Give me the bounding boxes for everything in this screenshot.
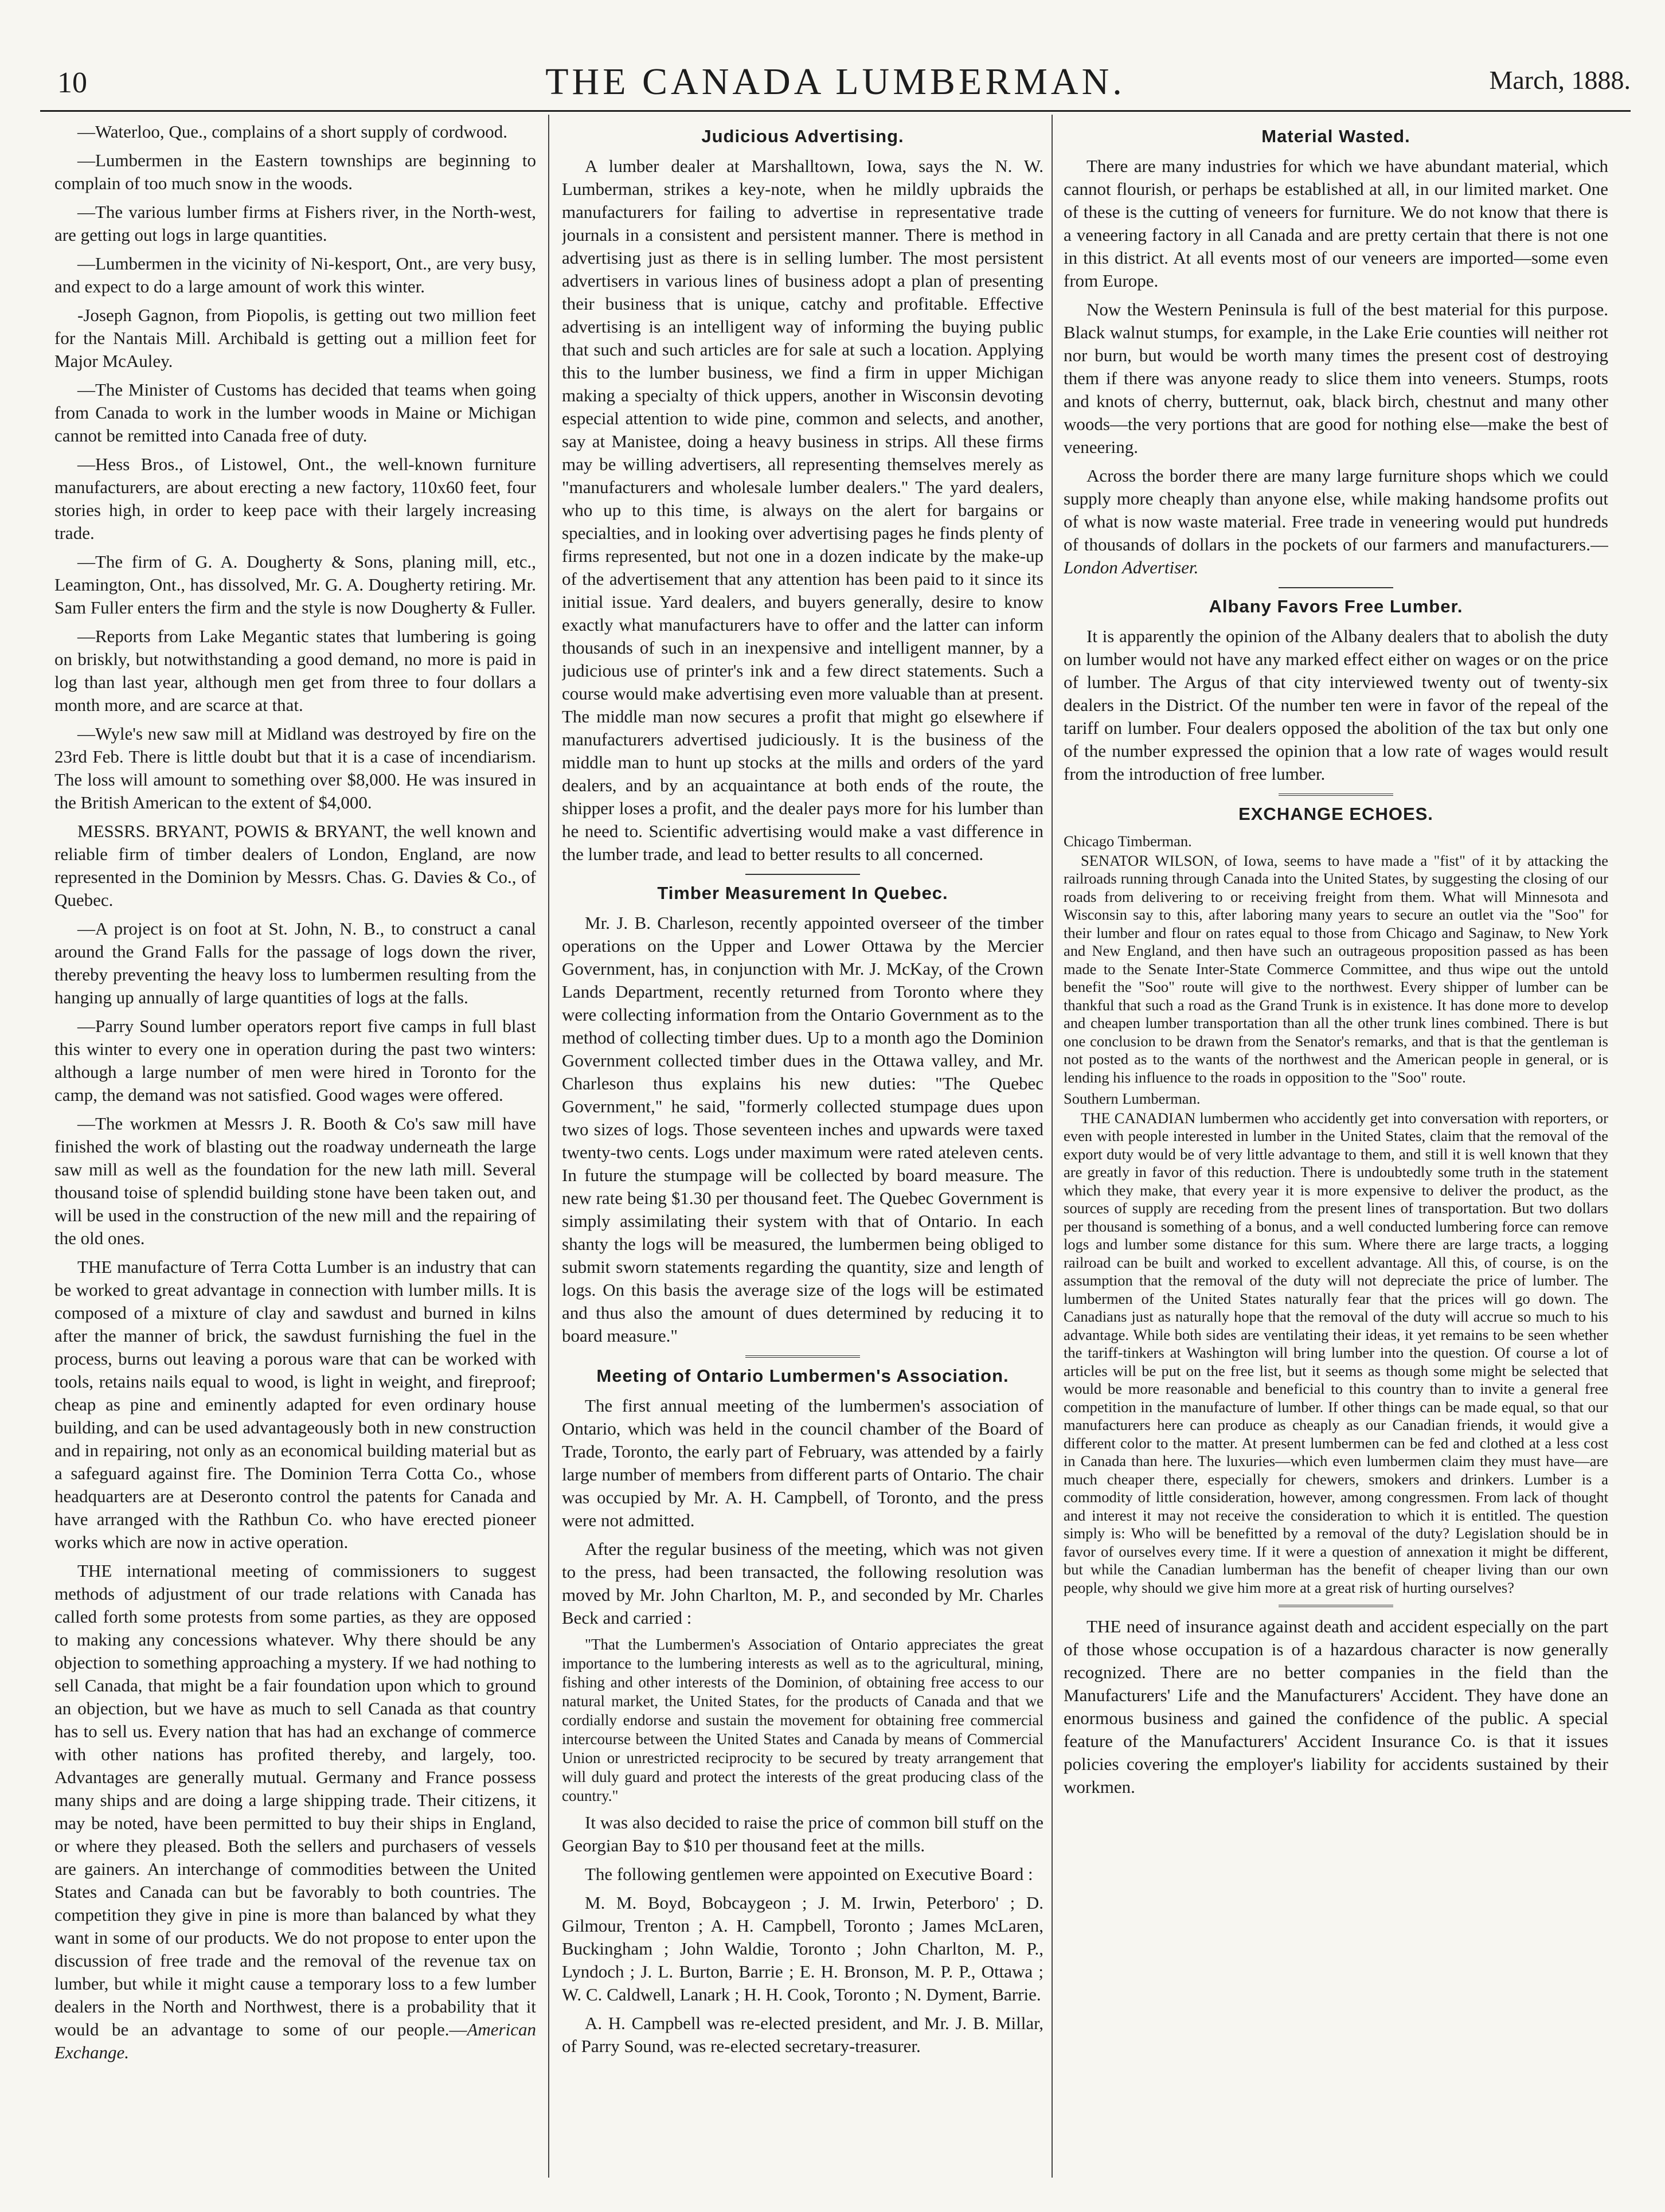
newspaper-title: THE CANADA LUMBERMAN.	[545, 61, 1125, 103]
article-paragraph: Now the Western Peninsula is full of the best material for this purpose. Black walnut stumps, for example, in the Lake Erie counties will neither rot nor burn, but would be worth many times the present cost of destroying them if there was anyone ready to slice them into veneers. Stumps, roots and knots of cherry, butternut, oak, black birch, chestnut and many other woods—the very portions that are good for nothing else—make the best of veneering.	[1064, 299, 1608, 457]
column-divider	[1052, 115, 1053, 2178]
news-item: —The Minister of Customs has decided that teams when going from Canada to work in the lumber woods in Maine or Michigan cannot be remitted into Canada free of duty.	[54, 380, 536, 445]
news-item: MESSRS. BRYANT, POWIS & BRYANT, the well known and reliable firm of timber dealers of London, England, are now represented in the Dominion by Messrs. Chas. G. Davies & Co., of Quebec.	[54, 821, 536, 910]
issue-date: March, 1888.	[1489, 65, 1631, 95]
article-paragraph: It is apparently the opinion of the Albany dealers that to abolish the duty on lumber would not have any marked effect either on wages or on the price of lumber. The Argus of that city interviewed twenty out of twenty-six dealers in the District. Of the number ten were in favor of the repeal of the tariff on lumber. Four dealers opposed the abolition of the tax but only one of the number expressed the opinion that a low rate of wages would result from the introduction of free lumber.	[1064, 626, 1608, 784]
masthead	[40, 54, 1631, 109]
article-paragraph: A lumber dealer at Marshalltown, Iowa, says the N. W. Lumberman, strikes a key-note, when he mildly upbraids the manufacturers for failing to advertise in representative trade journals in a consistent and persistent manner. There is method in advertising just as there is in selling lumber. The most persistent advertisers in various lines of business adopt a plan of presenting their business that is unique, catchy and profitable. Effective advertising is an intelligent way of informing the buying public that such and such articles are for sale at such a location. Applying this to the lumber business, we find a firm in upper Michigan making a specialty of thick uppers, another in Wisconsin devoting especial attention to wide pine, common and selects, and another, say at Manistee, doing a heavy business in strips. All these firms may be willing advertisers, all representing themselves merely as "manufacturers and wholesale lumber dealers." The yard dealers, who up to this time, is always on the alert for bargains or specialties, and in looking over advertising pages he finds plenty of firms represented, but not one in a dozen indicate by the make-up of the advertisement that any attention has been paid to it since its initial issue. Yard dealers, and buyers generally, desire to know exactly what manufacturers have to offer and the latter can inform thousands of such in an inexpensive and intelligent manner, by a judicious use of printer's ink and a few direct statements. Such a course would make advertising even more valuable than at present. The middle man now secures a profit that might go elsewhere if manufacturers advertised judiciously. It is the business of the middle man to hunt up stocks at the mills and orders of the yard dealers, and by an acquaintance at both ends of the route, the shipper loses a profit, and the dealer pays more for his lumber than he need to. Scientific advertising would make a vast difference in the lumber trade, and lead to better results to all concerned.	[562, 156, 1043, 864]
section-separator	[1279, 587, 1393, 588]
source-signature: American Exchange.	[54, 2019, 536, 2062]
news-item: —The various lumber firms at Fishers river, in the North-west, are getting out logs in large quantities.	[54, 202, 536, 245]
source-signature: London Advertiser.	[1064, 557, 1199, 577]
article-paragraph: The following gentlemen were appointed on Executive Board :	[585, 1864, 1033, 1884]
column-1	[54, 120, 536, 2070]
source-name: Chicago Timberman.	[1064, 833, 1192, 850]
article-paragraph: It was also decided to raise the price of common bill stuff on the Georgian Bay to $10 per thousand feet at the mills.	[562, 1812, 1043, 1855]
news-item: —A project is on foot at St. John, N. B., to construct a canal around the Grand Falls for the passage of logs down the river, thereby preventing the heavy loss to lumbermen resulting from the hanging up annually of large quantities of logs at the falls.	[54, 919, 536, 1007]
article-text: Across the border there are many large furniture shops which we could supply more cheaply than anyone else, while making handsome profits out of what is now waste material. Free trade in veneering would put hundreds of thousands of dollars in the pockets of our farmers and manufacturers.—	[1064, 466, 1608, 554]
resolution-quote: "That the Lumbermen's Association of Ontario appreciates the great importance to the lumbering interests as well as to the agricultural, mining, fishing and other interests of the Dominion, of obtaining free access to our natural market, the United States, for the products of Canada and that we cordially endorse and sustain the movement for obtaining free commercial intercourse between the United States and Canada by means of Commercial Union or unrestricted reciprocity to be secured by treaty arrangement that will duly guard and protect the interests of the great producing class of the country."	[562, 1636, 1043, 1804]
news-item: —Waterloo, Que., complains of a short supply of cordwood.	[77, 122, 507, 142]
article-heading: Material Wasted.	[1261, 126, 1410, 146]
column-3	[1064, 120, 1608, 1804]
article-paragraph: Mr. J. B. Charleson, recently appointed overseer of the timber operations on the Upper and Lower Ottawa by the Mercier Government, has, in conjunction with Mr. J. McKay, of the Crown Lands Department, recently returned from Toronto where they were collecting information from the Ontario Government as to the method of collecting timber dues. Up to a month ago the Dominion Government collected timber dues in the Ottawa valley, and Mr. Charleson thus explains his new duties: "The Quebec Government," he said, "formerly collected stumpage dues upon two sizes of logs. Those seventeen inches and upwards were taxed twenty-two cents. Logs under maximum were rated ateleven cents. In future the stumpage will be collected by board measure. The new rate being $1.30 per thousand feet. The Quebec Government is simply assimilating their system with that of Ontario. In each shanty the logs will be measured, the lumbermen being obliged to submit sworn statements regarding the quantity, size and length of logs. On this basis the average size of the logs will be estimated and thus also the amount of dues determined by reducing it to board measure."	[562, 913, 1043, 1346]
news-item: THE manufacture of Terra Cotta Lumber is an industry that can be worked to great advantage in connection with lumber mills. It is composed of a mixture of clay and sawdust and burned in kilns after the manner of brick, the sawdust furnishing the fuel in the process, burns out leaving a porous ware that can be worked with tools, retains nails equal to wood, is light in weight, and fireproof; cheap as pine and eminently adapted for even ordinary house building, and can be used advantageously both in new construction and in repairing, not only as an economical building material but as a safeguard against fire. The Dominion Terra Cotta Co., whose headquarters are at Deseronto control the patents for Canada and have arranged with the Rathbun Co. who have erected pioneer works which are now in active operation.	[54, 1257, 536, 1552]
news-item: —Lumbermen in the Eastern townships are beginning to complain of too much snow in the woods.	[54, 150, 536, 193]
article-heading: Meeting of Ontario Lumbermen's Association.	[596, 1366, 1009, 1386]
news-item: —Lumbermen in the vicinity of Ni-kesport, Ont., are very busy, and expect to do a large amount of work this winter.	[54, 253, 536, 296]
section-separator	[745, 1355, 860, 1358]
news-item	[54, 1560, 536, 2064]
news-item: —Parry Sound lumber operators report five camps in full blast this winter to every one in operation during the past two winters: although a large number of men were hired in Toronto for the camp, the demand was not satisfied. Good wages were offered.	[54, 1016, 536, 1105]
section-heading: EXCHANGE ECHOES.	[1238, 804, 1433, 824]
article-paragraph: SENATOR WILSON, of Iowa, seems to have made a "fist" of it by attacking the railroads running through Canada into the United States, by suggesting the closing of our roads from delivering to or receiving freight from them. What will Minnesota and Wisconsin say to this, after laboring many years to secure an outlet via the "Soo" for their lumber and flour on rates equal to those from Chicago and Saginaw, to New York and New England, and then have such an outrageous proposition passed as has been made to the Senate Inter-State Commerce Committee, and thus wipe out the untold benefit the "Soo" route will give to the northwest. Every shipper of lumber can be thankful that such a road as the Grand Trunk is in existence. It has done more to develop and cheapen lumber transportation than all the other trunk lines combined. There is but one conclusion to be drawn from the Senator's remarks, and that is that the gentleman is not posted as to the wants of the northwest and the American people in general, or is lending his influence to the roads in opposition to the "Soo" route.	[1064, 851, 1608, 1086]
section-separator	[1279, 1605, 1393, 1607]
news-item: —Wyle's new saw mill at Midland was destroyed by fire on the 23rd Feb. There is little doubt but that it is a case of incendiarism. The loss will amount to something over $8,000. He was insured in the British American to the extent of $4,000.	[54, 724, 536, 812]
news-item: —The firm of G. A. Dougherty & Sons, planing mill, etc., Leamington, Ont., has dissolved, Mr. G. A. Dougherty retiring. Mr. Sam Fuller enters the firm and the style is now Dougherty & Fuller.	[54, 552, 536, 618]
source-name: Southern Lumberman.	[1064, 1090, 1201, 1107]
article-paragraph: There are many industries for which we have abundant material, which cannot flourish, or perhaps be established at all, in our limited market. One of these is the cutting of veneers for furniture. We do not know that there is a veneering factory in all Canada and are pretty certain that there is not one in this district. At all events most of our veneers are imported—some even from Europe.	[1064, 156, 1608, 291]
article-paragraph: A. H. Campbell was re-elected president, and Mr. J. B. Millar, of Parry Sound, was re-elected secretary-treasurer.	[562, 2013, 1043, 2056]
column-divider	[548, 115, 549, 2178]
header-rule	[40, 110, 1631, 112]
article-paragraph: THE CANADIAN lumbermen who accidently get into conversation with reporters, or even with people interested in lumber in the United States, claim that the removal of the export duty would be of very little advantage to them, and still it is well known that they are greatly in favor of this reduction. There is undoubtedly some truth in the statement which they make, that every year it is more expensive to deliver the product, as the sources of supply are receding from the present lines of transportation. But two dollars per thousand is something of a bonus, and a well conducted lumbering force can remove logs and lumber some distance for this sum. Where there are large tracts, a logging railroad can be built and worked to excellent advantage. All this, of course, is on the assumption that the removal of the duty will not depreciate the price of lumber. The lumbermen of the United States naturally fear that the prices will go down. The Canadians just as naturally hope that the removal of the duty will accrue so much to his advantage. While both sides are ventilating their ideas, it yet remains to be seen whether the tariff-tinkers at Washington will bring lumber into the question. Of course a lot of articles will be put on the free list, but it seems as though some might be selected that would be more reasonable and beneficial to this country than to invite a general free competition in the manufacture of lumber. If other things can be made equal, so that our manufacturers here can produce as cheaply as our Canadian friends, it would give a different color to the matter. At present lumbermen can be fed and clothed at a less cost in Canada than here. The luxuries—which even lumbermen claim they must have—are much cheaper there, especially for chewers, smokers and drinkers. Lumber is a commodity of little consideration, however, among congressmen. From lack of thought and interest it may not receive the consideration to which it is entitled. The question simply is: Who will be benefitted by a removal of the duty? Legislation should be in favor of ourselves every time. If it were a question of annexation it might be different, but while the Canadian lumberman has the benefit of cheaper living than our own people, why should we give him more at a great risk of hurting ourselves?	[1064, 1109, 1608, 1596]
news-item: —The workmen at Messrs J. R. Booth & Co's saw mill have finished the work of blasting out the roadway underneath the large saw mill as well as the foundation for the new lath mill. Several thousand toise of splendid building stone have been taken out, and will be used in the construction of the new mill and the repairing of the old ones.	[54, 1113, 536, 1248]
article-heading: Judicious Advertising.	[701, 126, 904, 146]
article-paragraph	[1064, 464, 1608, 579]
column-2	[562, 120, 1043, 2064]
page-number: 10	[57, 67, 87, 99]
article-paragraph: After the regular business of the meeting, which was not given to the press, had been transacted, the following resolution was moved by Mr. John Charlton, M. P., and seconded by Mr. Charles Beck and carried :	[562, 1539, 1043, 1628]
article-paragraph: THE need of insurance against death and accident especially on the part of those whose occupation is of a hazardous character is now generally recognized. There are no better companies in the field than the Manufacturers' Life and the Manufacturers' Accident. They have done an enormous business and gained the confidence of the public. A special feature of the Manufacturers' Accident Insurance Co. is that it issues policies covering the employer's liability for accidents sustained by their workmen.	[1064, 1616, 1608, 1797]
news-item: -Joseph Gagnon, from Piopolis, is getting out two million feet for the Nantais Mill. Archibald is getting out a million feet for Major McAuley.	[54, 305, 536, 371]
news-item: —Reports from Lake Megantic states that lumbering is going on briskly, but notwithstanding a good demand, no more is paid in log than last year, although men get from three to four dollars a month more, and are scarce at that.	[54, 626, 536, 715]
section-separator	[745, 874, 860, 875]
board-members-list: M. M. Boyd, Bobcaygeon ; J. M. Irwin, Peterboro' ; D. Gilmour, Trenton ; A. H. Campbell, Toronto ; James McLaren, Buckingham ; John Waldie, Toronto ; John Charlton, M. P., Lyndoch ; J. L. Burton, Barrie ; E. H. Bronson, M. P. P., Ottawa ; W. C. Caldwell, Lanark ; H. H. Cook, Toronto ; N. Dyment, Barrie.	[562, 1893, 1043, 2004]
exchange-echoes	[1064, 833, 1608, 1597]
article-heading: Timber Measurement In Quebec.	[657, 883, 948, 903]
news-item-text: THE international meeting of commissioners to suggest methods of adjustment of our trade relations with Canada has called forth some protests from some parties, as they are opposed to making any concessions whatever. Why there should be any objection to something approaching a mystery. If we had nothing to sell Canada, that might be a fair foundation upon which to ground an objection, but we have as much to sell Canada as that country has to sell us. Every nation that has had an exchange of commerce with other nations has profited thereby, and largely, too. Advantages are generally mutual. Germany and France possess many ships and are doing a large shipping trade. Their citizens, it may be noted, have been permitted to buy their ships in England, or where they pleased. Both the sellers and purchasers of vessels are gainers. An interchange of commodities between the United States and Canada can but be favorably to both countries. The competition they give in pine is more than balanced by what they want in some of our products. We do not propose to enter upon the discussion of free trade and the removal of the revenue tax on lumber, but while it might cause a temporary loss to a few lumber dealers in the North and Northwest, there is a probability that it would be an advantage to some of our people.—	[54, 1561, 536, 2039]
article-paragraph: The first annual meeting of the lumbermen's association of Ontario, which was held in the council chamber of the Board of Trade, Toronto, the early part of February, was attended by a fairly large number of members from different parts of Ontario. The chair was occupied by Mr. A. H. Campbell, of Toronto, and the press were not admitted.	[562, 1396, 1043, 1530]
article-heading: Albany Favors Free Lumber.	[1209, 596, 1463, 616]
news-item: —Hess Bros., of Listowel, Ont., the well-known furniture manufacturers, are about erecting a new factory, 110x60 feet, four stories high, in order to keep pace with their largely increasing trade.	[54, 454, 536, 543]
section-separator	[1279, 794, 1393, 796]
